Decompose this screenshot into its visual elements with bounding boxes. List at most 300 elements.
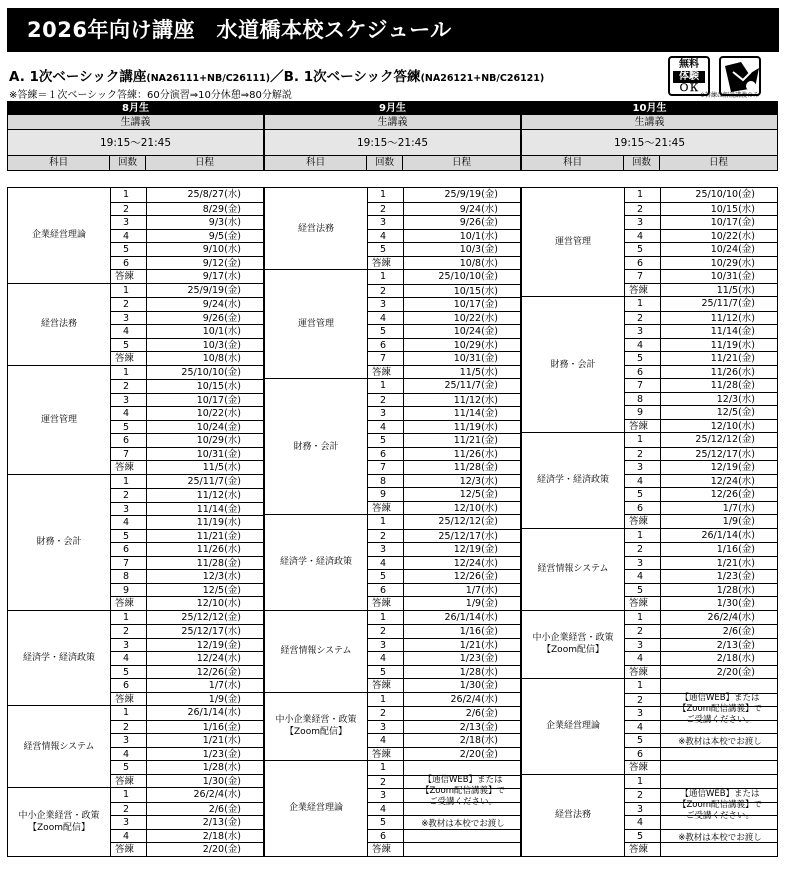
session-number: 4 — [368, 557, 404, 570]
remote-study-note: 【通信WEB】または 【Zoom配信講義】で ご受講ください。 ※教材は本校でお渡し — [420, 775, 505, 829]
session-date: 26/2/4(水) — [707, 611, 755, 623]
subject-name: 財務・会計 — [265, 379, 368, 514]
subject-group — [522, 296, 777, 432]
session-date: 10/15(水) — [710, 203, 755, 215]
table-row — [111, 638, 263, 652]
session-number: 1 — [625, 611, 661, 625]
session-date: 11/26(水) — [453, 448, 498, 460]
subject-name: 経営法務 — [265, 188, 368, 269]
subtitle-code-b: (NA26121+NB/C26121) — [420, 73, 545, 84]
table-row — [625, 447, 777, 461]
session-date: 12/3(水) — [716, 393, 755, 405]
session-date: 25/11/7(金) — [444, 380, 498, 391]
table-row — [368, 501, 520, 515]
subject-group — [265, 760, 520, 856]
session-date — [404, 761, 520, 775]
session-number: 4 — [111, 325, 147, 338]
session-number: 5 — [111, 530, 147, 543]
table-row — [111, 433, 263, 447]
col-subject: 科目 — [265, 156, 367, 170]
lecture-time: 19:15～21:45 — [522, 130, 777, 156]
session-number: 答練 — [111, 352, 147, 365]
session-number: 5 — [625, 352, 661, 365]
session-date: 26/1/14(水) — [187, 707, 241, 718]
session-number: 3 — [111, 734, 147, 747]
session-date: 2/18(水) — [716, 653, 755, 664]
session-date: 25/11/7(金) — [701, 298, 755, 309]
session-number: 1 — [625, 297, 661, 311]
session-date: 12/19(金) — [196, 639, 241, 651]
session-number: 答練 — [625, 515, 661, 528]
session-date: 2/18(水) — [202, 830, 241, 842]
session-number: 1 — [625, 529, 661, 543]
badge-line2: 体験 — [673, 71, 705, 83]
table-row — [625, 297, 777, 311]
schedule-column-aug — [7, 187, 264, 857]
session-date: 25/10/10(金) — [181, 366, 241, 378]
table-row — [111, 651, 263, 665]
session-date: 25/9/19(金) — [187, 284, 241, 296]
session-date: 10/1(水) — [202, 326, 241, 337]
table-row — [111, 596, 263, 610]
session-date: 10/1(水) — [459, 230, 498, 242]
month-header-sep — [264, 101, 521, 171]
session-date: 1/23(金) — [202, 748, 241, 760]
session-date: 11/28(金) — [453, 462, 498, 473]
table-row — [111, 379, 263, 393]
session-date: 11/14(金) — [196, 503, 241, 515]
session-date: 25/11/7(金) — [187, 475, 241, 487]
session-number: 1 — [111, 366, 147, 380]
session-number: 5 — [625, 830, 661, 843]
session-number: 3 — [111, 394, 147, 407]
remote-study-note: 【通信WEB】または 【Zoom配信講義】で ご受講ください。 ※教材は本校でお渡し — [677, 693, 762, 747]
session-number: 5 — [368, 243, 404, 256]
session-date: 25/12/12(金) — [438, 516, 498, 527]
session-date: 1/30(金) — [716, 598, 755, 609]
session-number: 答練 — [368, 257, 404, 270]
session-date: 11/14(金) — [453, 408, 498, 419]
table-row — [625, 351, 777, 365]
subject-name: 運営管理 — [8, 366, 111, 474]
session-date — [661, 843, 777, 856]
session-number: 3 — [368, 543, 404, 556]
session-date: 11/26(水) — [196, 544, 241, 555]
session-number: 8 — [368, 475, 404, 488]
session-date: 9/3(水) — [208, 217, 241, 228]
session-number: 答練 — [368, 843, 404, 856]
session-date: 11/19(水) — [453, 421, 498, 433]
table-row — [625, 283, 777, 297]
subject-name: 経営情報システム — [8, 706, 111, 787]
session-number: 1 — [368, 270, 404, 284]
table-row — [625, 624, 777, 638]
table-row — [111, 502, 263, 516]
session-date: 11/5(水) — [459, 366, 498, 378]
table-row — [625, 569, 777, 583]
session-date: 26/1/14(水) — [444, 611, 498, 623]
table-row — [625, 611, 777, 625]
session-date: 10/24(金) — [196, 421, 241, 433]
session-number: 9 — [111, 584, 147, 597]
session-date: 1/16(金) — [716, 544, 755, 555]
subject-name: 経営情報システム — [522, 529, 625, 610]
session-date: 1/9(金) — [722, 516, 755, 527]
badge-line1: 無料 — [679, 59, 699, 70]
table-row — [368, 515, 520, 529]
session-date: 10/31(金) — [710, 271, 755, 282]
session-number: 7 — [625, 379, 661, 392]
table-row — [625, 324, 777, 338]
table-row — [111, 842, 263, 856]
session-number: 3 — [625, 325, 661, 338]
table-row — [368, 569, 520, 583]
table-row — [111, 256, 263, 270]
session-date: 11/28(金) — [710, 380, 755, 391]
session-date: 2/13(金) — [459, 721, 498, 733]
table-row — [368, 229, 520, 243]
table-row — [368, 678, 520, 692]
session-date: 1/23(金) — [716, 571, 755, 582]
session-date: 1/9(金) — [208, 693, 241, 705]
subject-group — [8, 365, 263, 474]
session-number: 1 — [111, 284, 147, 298]
session-number: 2 — [625, 543, 661, 556]
session-number: 5 — [625, 488, 661, 501]
session-number: 5 — [625, 584, 661, 597]
table-row — [625, 188, 777, 202]
table-row — [368, 338, 520, 352]
session-date: 12/26(金) — [453, 571, 498, 582]
subject-name: 経済学・経済政策 — [8, 611, 111, 706]
subject-name: 財務・会計 — [8, 475, 111, 610]
session-number: 4 — [111, 748, 147, 761]
session-number: 5 — [111, 339, 147, 352]
session-number: 5 — [111, 761, 147, 774]
table-row — [368, 297, 520, 311]
subject-name: 中小企業経営・政策 【Zoom配信】 — [8, 788, 111, 856]
table-row — [111, 284, 263, 298]
session-date: 1/16(金) — [202, 721, 241, 733]
table-row — [111, 338, 263, 352]
subject-group — [522, 678, 777, 774]
session-number: 4 — [111, 830, 147, 843]
session-number: 3 — [625, 216, 661, 229]
session-number: 2 — [111, 721, 147, 734]
session-date: 26/1/14(水) — [701, 529, 755, 541]
session-number: 2 — [368, 625, 404, 638]
session-date: 25/12/17(水) — [695, 448, 755, 460]
table-row — [368, 596, 520, 610]
session-date: 12/3(水) — [202, 571, 241, 582]
session-date: 12/24(水) — [710, 475, 755, 487]
table-row — [625, 556, 777, 570]
subject-name: 経営法務 — [522, 775, 625, 856]
session-number: 2 — [111, 203, 147, 216]
session-number: 3 — [625, 803, 661, 816]
table-row — [111, 624, 263, 638]
session-date: 10/29(水) — [453, 339, 498, 351]
session-number: 6 — [625, 748, 661, 761]
session-date: 8/29(金) — [202, 203, 241, 215]
session-number: 答練 — [111, 693, 147, 706]
session-number: 答練 — [368, 679, 404, 692]
col-date: 日程 — [451, 157, 471, 168]
session-date: 1/21(水) — [716, 557, 755, 569]
session-number: 1 — [111, 475, 147, 489]
session-date: 10/8(水) — [459, 257, 498, 269]
session-number: 4 — [625, 475, 661, 488]
table-row — [368, 556, 520, 570]
subject-group — [8, 787, 263, 856]
month-label: 10月生 — [522, 102, 777, 115]
session-number: 2 — [625, 312, 661, 325]
table-row — [111, 720, 263, 734]
table-row — [111, 529, 263, 543]
col-count: 回数 — [624, 156, 660, 170]
session-date: 1/9(金) — [465, 598, 498, 609]
table-row — [111, 297, 263, 311]
session-number: 3 — [111, 503, 147, 516]
session-number: 6 — [368, 830, 404, 843]
session-number: 1 — [368, 188, 404, 202]
session-date: 1/28(水) — [459, 666, 498, 678]
session-number: 4 — [368, 230, 404, 243]
table-row — [111, 242, 263, 256]
table-row — [368, 433, 520, 447]
lecture-type: 生講義 — [8, 115, 263, 130]
page-title: 2026年向け講座 水道橋本校スケジュール — [7, 8, 779, 52]
table-row — [625, 392, 777, 406]
month-label: 9月生 — [265, 102, 520, 115]
answer-note: ※答練＝１次ベーシック答練：60分演習⇒10分休憩⇒80分解説 — [9, 90, 292, 101]
table-row — [625, 842, 777, 856]
subject-group — [8, 187, 263, 283]
session-number: 答練 — [625, 761, 661, 774]
session-date: 10/22(水) — [196, 408, 241, 419]
session-date: 10/3(金) — [459, 244, 498, 255]
session-date: 12/10(水) — [453, 502, 498, 514]
table-row — [368, 665, 520, 679]
table-row — [625, 760, 777, 774]
session-number: 答練 — [625, 666, 661, 679]
table-row — [368, 842, 520, 856]
session-date: 2/20(金) — [716, 666, 755, 678]
session-date: 9/12(金) — [202, 257, 241, 269]
course-subtitle — [9, 65, 544, 85]
table-row — [368, 733, 520, 747]
lecture-time: 19:15～21:45 — [8, 130, 263, 156]
table-row — [625, 665, 777, 679]
lecture-type: 生講義 — [265, 115, 520, 130]
session-date: 11/14(金) — [710, 326, 755, 337]
table-row — [111, 569, 263, 583]
session-number: 6 — [111, 257, 147, 270]
subject-name: 経済学・経済政策 — [265, 515, 368, 610]
table-row — [625, 638, 777, 652]
session-number: 5 — [111, 243, 147, 256]
table-row — [111, 420, 263, 434]
table-row — [111, 460, 263, 474]
session-number: 答練 — [111, 461, 147, 474]
session-date: 1/21(水) — [459, 639, 498, 651]
session-number: 答練 — [625, 597, 661, 610]
session-date: 25/9/19(金) — [444, 189, 498, 200]
table-row — [111, 475, 263, 489]
subject-name: 中小企業経営・政策 【Zoom配信】 — [265, 693, 368, 761]
table-row — [111, 366, 263, 380]
table-row — [111, 515, 263, 529]
table-row — [368, 202, 520, 216]
session-number: 2 — [111, 380, 147, 393]
table-row — [111, 774, 263, 788]
session-date: 12/24(水) — [453, 557, 498, 569]
session-date: 26/2/4(水) — [450, 693, 498, 705]
lecture-time: 19:15～21:45 — [265, 130, 520, 156]
session-number: 5 — [111, 421, 147, 434]
session-number: 7 — [625, 270, 661, 283]
remote-study-note: 【通信WEB】または 【Zoom配信講義】で ご受講ください。 ※教材は本校でお渡し — [677, 788, 762, 843]
session-date — [404, 830, 520, 843]
table-row — [625, 583, 777, 597]
session-number: 答練 — [625, 843, 661, 856]
subject-group — [265, 269, 520, 378]
session-number: 5 — [625, 734, 661, 747]
session-number: 6 — [111, 543, 147, 556]
table-row — [368, 720, 520, 734]
table-row — [111, 202, 263, 216]
session-number: 6 — [111, 679, 147, 692]
table-row — [625, 202, 777, 216]
session-number: 6 — [368, 584, 404, 597]
session-number: 2 — [368, 285, 404, 298]
session-number: 6 — [625, 366, 661, 379]
session-date: 10/29(水) — [196, 435, 241, 446]
session-number: 4 — [111, 230, 147, 243]
subject-group — [8, 283, 263, 365]
session-number: 8 — [625, 393, 661, 406]
table-row — [368, 638, 520, 652]
session-number: 7 — [368, 352, 404, 365]
session-date: 9/5(金) — [208, 230, 241, 242]
session-number: 3 — [111, 216, 147, 229]
session-number: 2 — [368, 203, 404, 216]
session-number: 2 — [368, 707, 404, 720]
table-row — [368, 487, 520, 501]
table-row — [625, 775, 777, 789]
session-date: 12/5(金) — [202, 584, 241, 596]
table-row — [368, 706, 520, 720]
subject-group — [265, 692, 520, 761]
session-date: 12/24(水) — [196, 653, 241, 664]
session-date — [404, 843, 520, 856]
session-date: 12/5(金) — [716, 407, 755, 418]
table-row — [368, 747, 520, 761]
session-date: 9/17(水) — [202, 271, 241, 282]
table-row — [625, 365, 777, 379]
session-number: 3 — [625, 707, 661, 720]
table-row — [111, 611, 263, 625]
session-number: 答練 — [111, 597, 147, 610]
session-number: 3 — [111, 816, 147, 829]
session-date: 10/31(金) — [196, 448, 241, 460]
table-row — [368, 256, 520, 270]
table-row — [111, 311, 263, 325]
session-number: 7 — [368, 461, 404, 474]
session-date: 2/18(水) — [459, 735, 498, 746]
session-date: 12/26(金) — [196, 666, 241, 678]
subject-name: 財務・会計 — [522, 297, 625, 432]
table-row — [368, 324, 520, 338]
session-date: 2/20(金) — [459, 748, 498, 760]
session-number: 5 — [625, 243, 661, 256]
table-row — [625, 651, 777, 665]
table-row — [111, 788, 263, 802]
session-number: 6 — [625, 257, 661, 270]
session-number: 答練 — [368, 597, 404, 610]
session-number: 4 — [368, 734, 404, 747]
session-number: 1 — [625, 188, 661, 202]
table-row — [368, 215, 520, 229]
session-number: 4 — [625, 230, 661, 243]
session-date: 10/29(水) — [710, 257, 755, 269]
session-number: 答練 — [368, 748, 404, 761]
session-date: 10/3(金) — [202, 339, 241, 351]
session-number: 2 — [368, 530, 404, 543]
table-row — [368, 188, 520, 202]
session-date: 1/28(水) — [202, 762, 241, 773]
table-row — [368, 651, 520, 665]
table-row — [625, 229, 777, 243]
session-number: 3 — [111, 639, 147, 652]
table-row — [368, 583, 520, 597]
table-row — [625, 311, 777, 325]
session-number: 5 — [111, 666, 147, 679]
session-number: 1 — [111, 706, 147, 720]
subject-group — [522, 774, 777, 856]
session-number: 1 — [368, 611, 404, 625]
session-number: 6 — [625, 502, 661, 515]
table-row — [625, 433, 777, 447]
session-number: 4 — [111, 516, 147, 529]
table-row — [625, 679, 777, 693]
session-date: 9/24(水) — [459, 203, 498, 215]
session-date: 10/17(金) — [196, 394, 241, 406]
col-date: 日程 — [708, 157, 728, 168]
session-date: 11/26(水) — [710, 366, 755, 378]
table-row — [111, 665, 263, 679]
table-row — [368, 311, 520, 325]
session-date: 2/13(金) — [202, 817, 241, 828]
session-number: 4 — [368, 312, 404, 325]
subject-name: 経営法務 — [8, 284, 111, 365]
table-row — [368, 693, 520, 707]
table-row — [368, 542, 520, 556]
session-date: 10/24(金) — [453, 326, 498, 337]
session-date: 1/16(金) — [459, 626, 498, 637]
table-row — [111, 488, 263, 502]
session-number: 8 — [111, 570, 147, 583]
table-row — [111, 583, 263, 597]
table-row — [625, 474, 777, 488]
session-number: 4 — [625, 570, 661, 583]
session-number: 9 — [368, 488, 404, 501]
table-row — [111, 692, 263, 706]
month-header-aug — [7, 101, 264, 171]
table-row — [111, 760, 263, 774]
session-date: 1/21(水) — [202, 735, 241, 746]
table-row — [111, 733, 263, 747]
